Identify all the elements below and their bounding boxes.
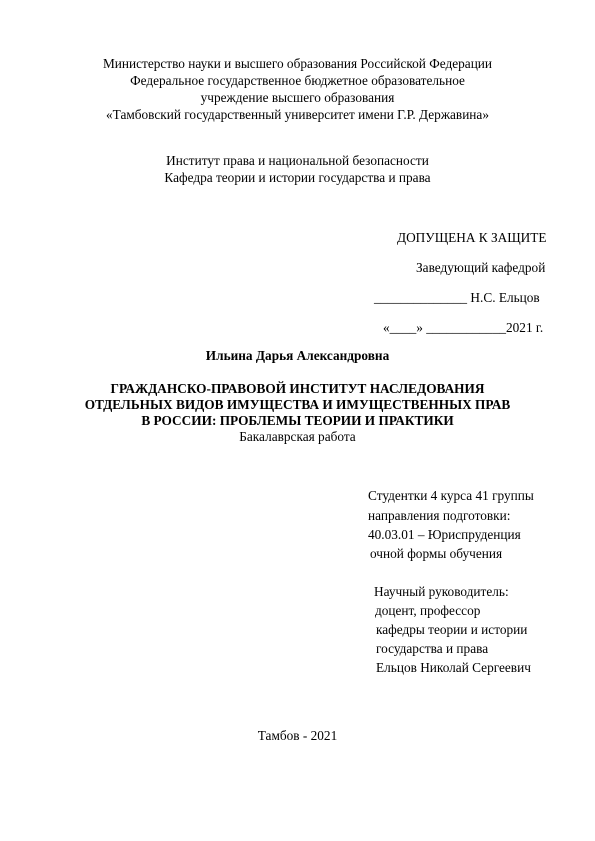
author-name: Ильина Дарья Александровна xyxy=(205,348,390,363)
supervisor-label: Научный руководитель: xyxy=(374,584,509,599)
institute-name: Институт права и национальной безопасности xyxy=(166,153,429,168)
institution-type-line-1: Федеральное государственное бюджетное образовательное xyxy=(130,73,465,88)
signature-line: ______________ Н.С. Ельцов xyxy=(374,290,540,305)
thesis-title-line-1: ГРАЖДАНСКО-ПРАВОВОЙ ИНСТИТУТ НАСЛЕДОВАНИЯ xyxy=(110,381,485,396)
student-direction-label: направления подготовки: xyxy=(368,508,511,523)
city-year: Тамбов - 2021 xyxy=(257,728,338,743)
student-course-group: Студентки 4 курса 41 группы xyxy=(368,488,534,503)
student-direction-code: 40.03.01 – Юриспруденция xyxy=(368,527,521,542)
approval-title: ДОПУЩЕНА К ЗАЩИТЕ xyxy=(397,230,547,245)
supervisor-rank: доцент, профессор xyxy=(375,603,481,618)
thesis-title-line-3: В РОССИИ: ПРОБЛЕМЫ ТЕОРИИ И ПРАКТИКИ xyxy=(141,413,454,428)
department-name: Кафедра теории и истории государства и права xyxy=(164,170,431,185)
supervisor-name: Ельцов Николай Сергеевич xyxy=(376,660,531,675)
supervisor-department-2: государства и права xyxy=(376,641,489,656)
student-study-form: очной формы обучения xyxy=(370,546,503,561)
university-name: «Тамбовский государственный университет имени Г.Р. Державина» xyxy=(106,107,489,122)
approval-date-line: «____» ____________2021 г. xyxy=(383,320,544,335)
supervisor-department-1: кафедры теории и истории xyxy=(376,622,528,637)
thesis-title-line-2: ОТДЕЛЬНЫХ ВИДОВ ИМУЩЕСТВА И ИМУЩЕСТВЕННЫХ ПРАВ xyxy=(84,397,511,412)
ministry-name: Министерство науки и высшего образования Российской Федерации xyxy=(102,56,493,71)
institution-type-line-2: учреждение высшего образования xyxy=(200,90,395,105)
approval-position: Заведующий кафедрой xyxy=(416,260,546,275)
work-type: Бакалаврская работа xyxy=(239,429,356,444)
